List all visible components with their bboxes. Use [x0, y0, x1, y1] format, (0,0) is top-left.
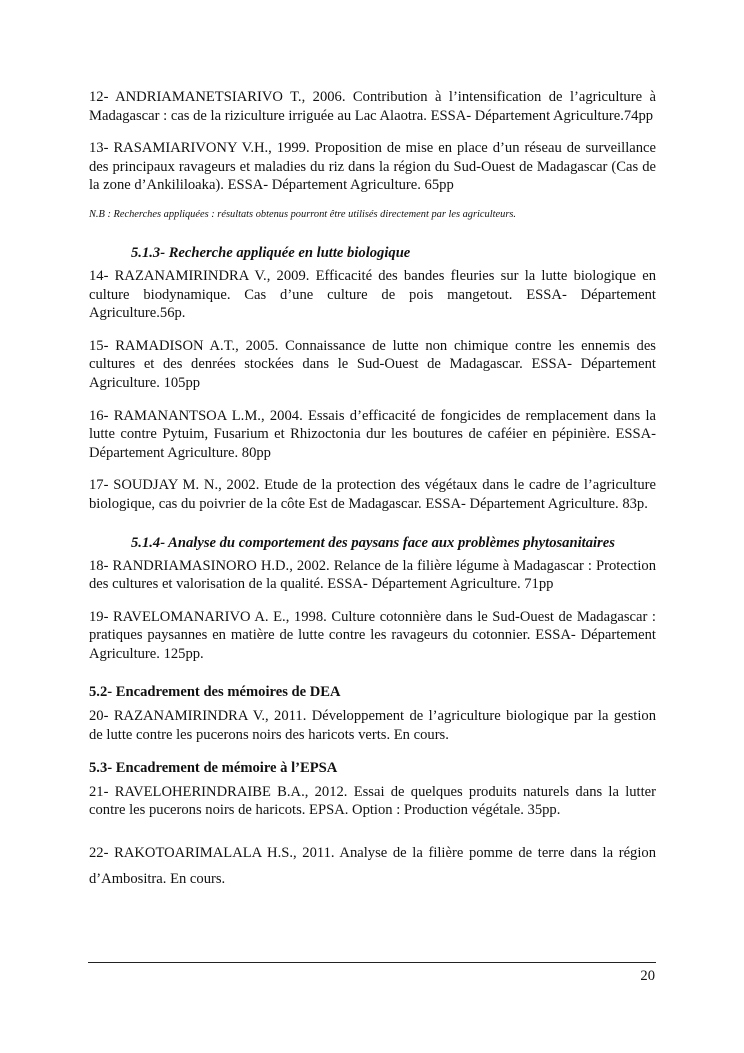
reference-20: 20- RAZANAMIRINDRA V., 2011. Développement de l’agriculture biologique par la gestion de lutte contre les pucerons noirs des haricots verts. En cours. — [89, 708, 656, 744]
reference-17: 17- SOUDJAY M. N., 2002. Etude de la protection des végétaux dans le cadre de l’agriculture biologique, cas du poivrier de la côte Est de Madagascar. ESSA- Département Agriculture. 83p. — [89, 477, 656, 512]
page-number: 20 — [640, 968, 655, 984]
reference-21: 21- RAVELOHERINDRAIBE B.A., 2012. Essai de quelques produits naturels dans la lutter contre les pucerons noirs de haricots. EPSA. Option : Production végétale. 35pp. — [89, 783, 656, 819]
reference-13: 13- RASAMIARIVONY V.H., 1999. Proposition de mise en place d’un réseau de surveillance des principaux ravageurs et maladies du riz dans la région du Sud-Ouest de Madagascar (Cas de la zone d’Ankililoaka). ESSA- Département Agriculture. 65pp — [89, 140, 656, 194]
section-5-1-3-heading: 5.1.3- Recherche appliquée en lutte biologique — [131, 244, 411, 261]
footer-divider — [88, 962, 656, 963]
reference-19: 19- RAVELOMANARIVO A. E., 1998. Culture cotonnière dans le Sud-Ouest de Madagascar : pratiques paysannes en matière de lutte contre les ravageurs du cotonnier. ESSA- Département Agriculture. 125pp. — [89, 608, 656, 662]
reference-12: 12- ANDRIAMANETSIARIVO T., 2006. Contribution à l’intensification de l’agriculture à Madagascar : cas de la riziculture irriguée au Lac Alaotra. ESSA- Département Agriculture.74pp — [89, 89, 656, 124]
reference-18: 18- RANDRIAMASINORO H.D., 2002. Relance de la filière légume à Madagascar : Protection des cultures et valorisation de la qualité. ESSA- Département Agriculture. 71pp — [89, 557, 656, 593]
reference-22: 22- RAKOTOARIMALALA H.S., 2011. Analyse de la filière pomme de terre dans la région d’Ambositra. En cours. — [89, 844, 656, 887]
section-5-1-4-heading: 5.1.4- Analyse du comportement des paysans face aux problèmes phytosanitaires — [131, 534, 615, 551]
section-5-2-heading: 5.2- Encadrement des mémoires de DEA — [89, 684, 341, 701]
reference-16: 16- RAMANANTSOA L.M., 2004. Essais d’efficacité de fongicides de remplacement dans la lutte contre Pytuim, Fusarium et Rhizoctonia dur les boutures de caféier en pépinière. ESSA- Département Agriculture. 80pp — [89, 407, 656, 461]
nb-note: N.B : Recherches appliquées : résultats obtenus pourront être utilisés directement par les agriculteurs. — [89, 208, 517, 220]
reference-15: 15- RAMADISON A.T., 2005. Connaissance de lutte non chimique contre les ennemis des cultures et des denrées stockées dans le Sud-Ouest de Madagascar. ESSA- Département Agriculture. 105pp — [89, 337, 656, 391]
section-5-3-heading: 5.3- Encadrement de mémoire à l’EPSA — [89, 759, 338, 776]
reference-14: 14- RAZANAMIRINDRA V., 2009. Efficacité des bandes fleuries sur la lutte biologique en culture biodynamique. Cas d’une culture de pois mangetout. ESSA- Département Agriculture.56p. — [89, 267, 656, 322]
document-body — [89, 88, 656, 906]
